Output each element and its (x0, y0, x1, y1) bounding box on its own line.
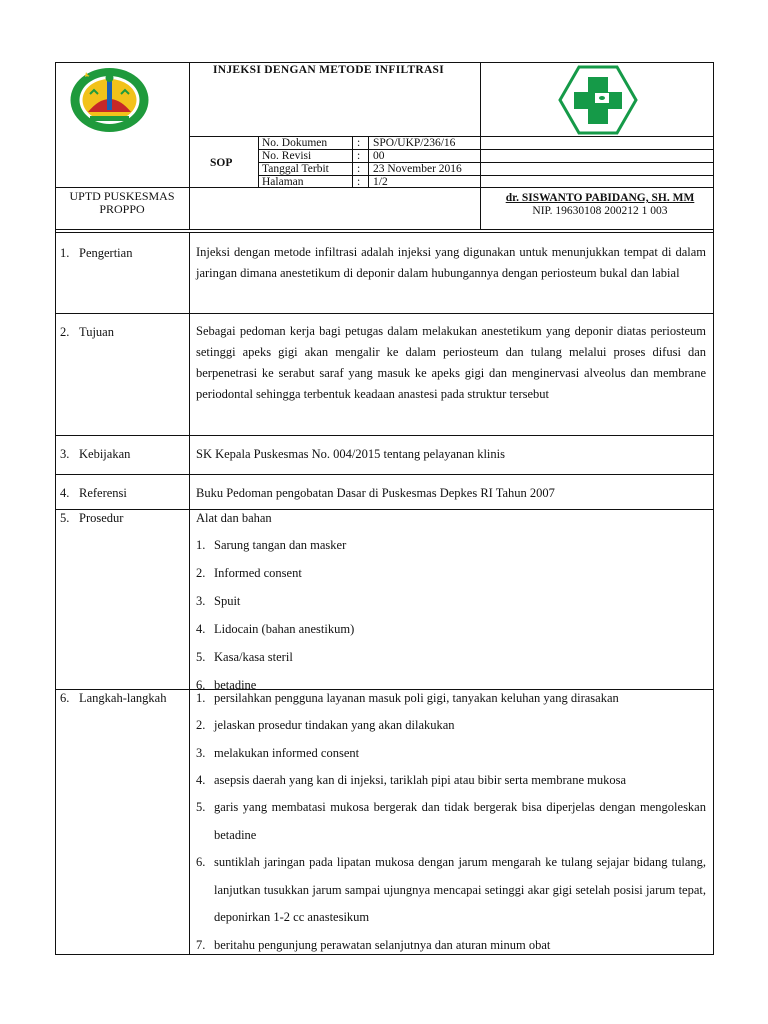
list-number: 4. (196, 773, 206, 787)
pengertian-text: Injeksi dengan metode infiltrasi adalah injeksi yang digunakan untuk menunjukkan tempat di dalam jaringan dimana anestetikum di deponir dalam hubungannya dengan periosteum bukal dan labial (196, 245, 706, 280)
regency-emblem-logo (68, 64, 151, 134)
section-number: 3. (60, 447, 70, 461)
list-item (196, 932, 706, 954)
list-text: jelaskan prosedur tindakan yang akan dilakukan (214, 718, 455, 732)
doc-info-separator: : (357, 137, 361, 149)
list-text: Lidocain (bahan anestikum) (214, 622, 355, 636)
list-item (196, 650, 706, 678)
signatory-nip: NIP. 19630108 200212 1 003 (532, 205, 668, 217)
section-label-kebijakan: Kebijakan (79, 447, 131, 461)
list-item (196, 538, 706, 566)
doc-info-value: 00 (373, 150, 385, 162)
doc-info-separator: : (357, 150, 361, 162)
list-number: 6. (196, 855, 206, 869)
list-item (196, 622, 706, 650)
list-number: 1. (196, 691, 206, 705)
list-text: melakukan informed consent (214, 746, 360, 760)
list-text: betadine (214, 678, 257, 692)
kebijakan-text: SK Kepala Puskesmas No. 004/2015 tentang pelayanan klinis (196, 447, 505, 461)
list-number: 2. (196, 566, 206, 580)
organization-name: UPTD PUSKESMAS PROPPO (69, 189, 175, 216)
section-label-tujuan: Tujuan (79, 325, 114, 339)
list-text: persilahkan pengguna layanan masuk poli gigi, tanyakan keluhan yang dirasakan (214, 691, 619, 705)
section-number: 2. (60, 325, 70, 339)
section-label-pengertian: Pengertian (79, 246, 133, 260)
list-number: 2. (196, 718, 206, 732)
list-text: Informed consent (214, 566, 302, 580)
list-number: 6. (196, 678, 206, 692)
section-number: 5. (60, 511, 70, 525)
list-number: 5. (196, 800, 206, 814)
list-text: suntiklah jaringan pada lipatan mukosa dengan jarum mengarah ke tulang sejajar bidang tulang, lanjutkan tusukkan jarum sampai ujungnya mencapai setinggi akar gigi setelah posisi jarum tepat, deponirkan 1-2 cc anastesikum (214, 855, 706, 924)
doc-info-label: No. Dokumen (262, 137, 328, 149)
list-item (196, 678, 706, 692)
list-item (196, 691, 706, 718)
list-text: Spuit (214, 594, 241, 608)
list-text: Sarung tangan dan masker (214, 538, 347, 552)
doc-info-label: No. Revisi (262, 150, 312, 162)
section-label-langkah: Langkah-langkah (79, 691, 167, 705)
doc-info-label: Tanggal Terbit (262, 163, 329, 175)
list-text: asepsis daerah yang kan di injeksi, tariklah pipi atau bibir serta membrane mukosa (214, 773, 627, 787)
list-number: 5. (196, 650, 206, 664)
doc-info-value: SPO/UKP/236/16 (373, 137, 456, 149)
document-title: INJEKSI DENGAN METODE INFILTRASI (213, 64, 445, 76)
doc-info-label: Halaman (262, 176, 304, 188)
tujuan-text: Sebagai pedoman kerja bagi petugas dalam melakukan anestetikum yang deponir diatas periosteum setinggi apeks gigi akan mengalir ke dalam periosteum dan tulang melalui proses difusi dan berpenetrasi ke serabut saraf yang masuk ke apeks gigi dan menginervasi alveolus dan membrane periodontal sehingga terbentuk keadaan anastesi pada struktur tersebut (196, 324, 706, 401)
doc-info-separator: : (357, 176, 361, 188)
section-label-prosedur: Prosedur (79, 511, 124, 525)
section-number: 1. (60, 246, 70, 260)
section-label-referensi: Referensi (79, 486, 127, 500)
prosedur-list (196, 538, 706, 692)
list-text: garis yang membatasi mukosa bergerak dan tidak bergerak bisa diperjelas dengan mengoleskan betadine (214, 800, 706, 842)
sop-label: SOP (210, 157, 233, 169)
prosedur-heading: Alat dan bahan (196, 511, 272, 525)
list-item (196, 566, 706, 594)
list-number: 3. (196, 746, 206, 760)
list-text: beritahu pengunjung perawatan selanjutnya dan aturan minum obat (214, 938, 551, 952)
langkah-list (196, 691, 706, 954)
list-item (196, 718, 706, 746)
list-text: Kasa/kasa steril (214, 650, 293, 664)
list-number: 1. (196, 538, 206, 552)
health-cross-logo (558, 65, 638, 135)
doc-info-value: 23 November 2016 (373, 163, 462, 175)
list-number: 7. (196, 938, 206, 952)
list-item (196, 746, 706, 773)
doc-info-separator: : (357, 163, 361, 175)
list-number: 3. (196, 594, 206, 608)
referensi-text: Buku Pedoman pengobatan Dasar di Puskesmas Depkes RI Tahun 2007 (196, 486, 555, 500)
list-number: 4. (196, 622, 206, 636)
doc-info-value: 1/2 (373, 176, 388, 188)
section-number: 4. (60, 486, 70, 500)
section-number: 6. (60, 691, 70, 705)
signatory-name: dr. SISWANTO PABIDANG, SH. MM (505, 192, 695, 204)
list-item (196, 594, 706, 622)
list-item (196, 794, 706, 849)
list-item (196, 849, 706, 932)
